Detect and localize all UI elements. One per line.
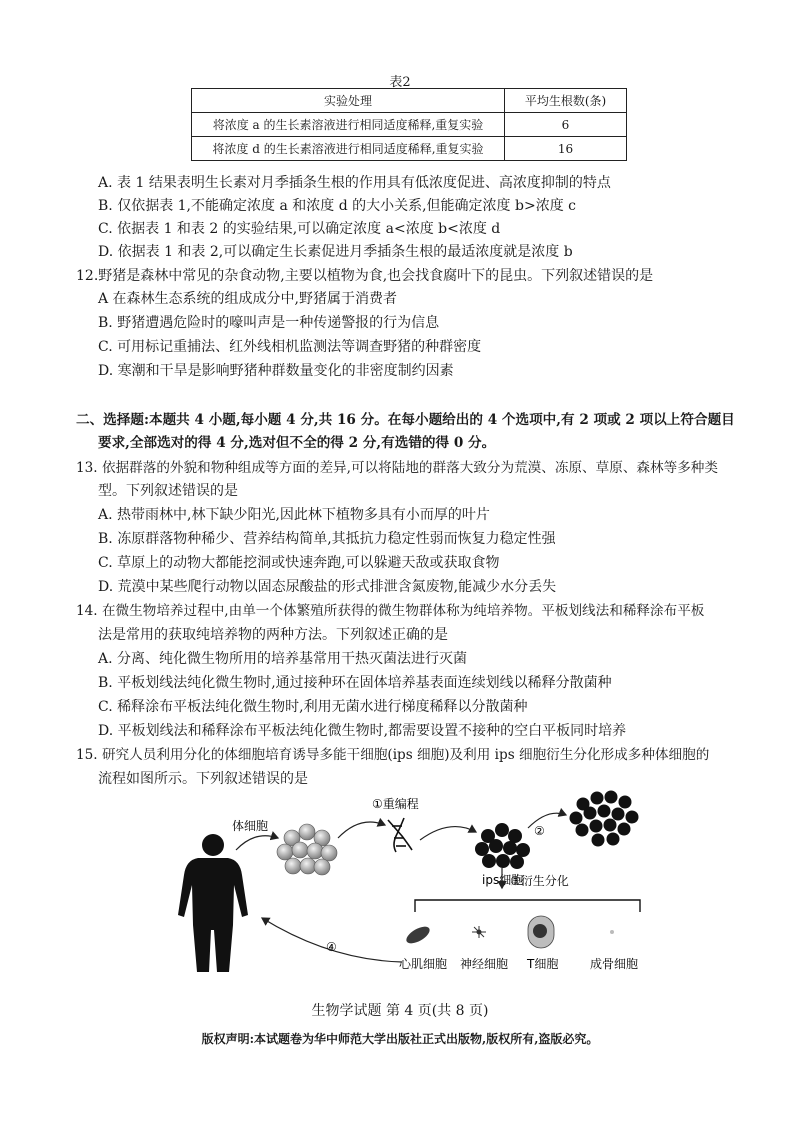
osteoblast-icon — [610, 930, 614, 934]
table-cell: 16 — [505, 137, 627, 161]
cell-label-cardiomyocyte: 心肌细胞 — [399, 957, 448, 971]
table-header-cell: 实验处理 — [192, 89, 505, 113]
cardiomyocyte-icon — [404, 923, 433, 946]
question-14-stem-cont: 法是常用的获取纯培养物的两种方法。下列叙述正确的是 — [98, 627, 448, 643]
arrow-somatic — [236, 836, 278, 850]
step-1-label: ①重编程 — [372, 797, 419, 811]
cell-label-t-cell: T细胞 — [527, 957, 559, 971]
table-caption: 表2 — [389, 75, 411, 90]
option-11-c: C. 依据表 1 和表 2 的实验结果,可以确定浓度 a<浓度 b<浓度 d — [98, 221, 501, 237]
cell-label-osteoblast: 成骨细胞 — [590, 957, 639, 971]
question-13-stem: 13. 依据群落的外貌和物种组成等方面的差异,可以将陆地的群落大致分为荒漠、冻原、草原、森林等多种类 — [76, 460, 718, 476]
neuron-icon — [472, 926, 486, 938]
table-header-cell: 平均生根数(条) — [505, 89, 627, 113]
option-11-a: A. 表 1 结果表明生长素对月季插条生根的作用具有低浓度促进、高浓度抑制的特点 — [98, 175, 611, 191]
option-12-a: A 在森林生态系统的组成成分中,野猪属于消费者 — [98, 291, 398, 307]
option-13-b: B. 冻原群落物种稀少、营养结构简单,其抵抗力稳定性弱而恢复力稳定性强 — [98, 531, 556, 547]
option-13-c: C. 草原上的动物大都能挖洞或快速奔跑,可以躲避天敌或获取食物 — [98, 555, 500, 571]
step-3-label: ③衍生分化 — [510, 874, 569, 888]
somatic-cell-cluster — [277, 824, 337, 875]
question-15-stem-cont: 流程如图所示。下列叙述错误的是 — [98, 771, 308, 787]
cell-label-neuron: 神经细胞 — [460, 957, 509, 971]
option-11-d: D. 依据表 1 和表 2,可以确定生长素促进月季插条生根的最适浓度就是浓度 b — [98, 244, 573, 260]
step-2-label: ② — [534, 824, 545, 838]
expanded-ips-colony — [570, 791, 639, 847]
step-4-label: ④ — [326, 940, 337, 954]
arrow-reprogramming-in — [338, 822, 385, 838]
copyright-notice: 版权声明:本试题卷为华中师范大学出版社正式出版物,版权所有,盗版必究。 — [201, 1032, 599, 1046]
option-12-d: D. 寒潮和干旱是影响野猪种群数量变化的非密度制约因素 — [98, 363, 454, 379]
section-2-instructions: 二、选择题:本题共 4 小题,每小题 4 分,共 16 分。在每小题给出的 4 个选项中,有 2 项或 2 项以上符合题目 — [76, 412, 735, 428]
question-14-stem: 14. 在微生物培养过程中,由单一个体繁殖所获得的微生物群体称为纯培养物。平板划线法和稀释涂布平板 — [76, 603, 705, 619]
dna-helix-icon — [388, 818, 412, 852]
differentiation-bracket — [415, 900, 640, 912]
ips-cell-label: ips细胞 — [482, 873, 524, 887]
question-15-stem: 15. 研究人员利用分化的体细胞培育诱导多能干细胞(ips 细胞)及利用 ips 细胞衍生分化形成多种体细胞的 — [76, 747, 710, 763]
ips-cell-cluster — [475, 823, 530, 869]
human-silhouette-icon — [178, 834, 248, 972]
option-13-d: D. 荒漠中某些爬行动物以固态尿酸盐的形式排泄含氮废物,能减少水分丢失 — [98, 579, 557, 595]
page-footer: 生物学试题 第 4 页(共 8 页) — [311, 1003, 489, 1019]
option-14-d: D. 平板划线法和稀释涂布平板法纯化微生物时,都需要设置不接种的空白平板同时培养 — [98, 723, 627, 739]
arrow-reprogramming-out — [420, 827, 476, 840]
question-13-stem-cont: 型。下列叙述错误的是 — [98, 483, 238, 499]
table-cell: 将浓度 a 的生长素溶液进行相同适度稀释,重复实验 — [192, 113, 505, 137]
option-14-a: A. 分离、纯化微生物所用的培养基常用干热灭菌法进行灭菌 — [98, 651, 468, 667]
table-cell: 6 — [505, 113, 627, 137]
option-14-c: C. 稀释涂布平板法纯化微生物时,利用无菌水进行梯度稀释以分散菌种 — [98, 699, 528, 715]
section-2-instructions-cont: 要求,全部选对的得 4 分,选对但不全的得 2 分,有选错的得 0 分。 — [98, 435, 496, 451]
somatic-cell-label: 体细胞 — [232, 819, 269, 833]
table-cell: 将浓度 d 的生长素溶液进行相同适度稀释,重复实验 — [192, 137, 505, 161]
t-cell-icon — [528, 916, 554, 948]
option-12-c: C. 可用标记重捕法、红外线相机监测法等调查野猪的种群密度 — [98, 339, 482, 355]
option-13-a: A. 热带雨林中,林下缺少阳光,因此林下植物多具有小而厚的叶片 — [98, 507, 490, 523]
option-12-b: B. 野猪遭遇危险时的嚎叫声是一种传递警报的行为信息 — [98, 315, 440, 331]
question-12-stem: 12.野猪是森林中常见的杂食动物,主要以植物为食,也会找食腐叶下的昆虫。下列叙述错误的是 — [76, 268, 654, 284]
option-11-b: B. 仅依据表 1,不能确定浓度 a 和浓度 d 的大小关系,但能确定浓度 b>浓度 c — [98, 198, 576, 214]
option-14-b: B. 平板划线法纯化微生物时,通过接种环在固体培养基表面连续划线以稀释分散菌种 — [98, 675, 612, 691]
